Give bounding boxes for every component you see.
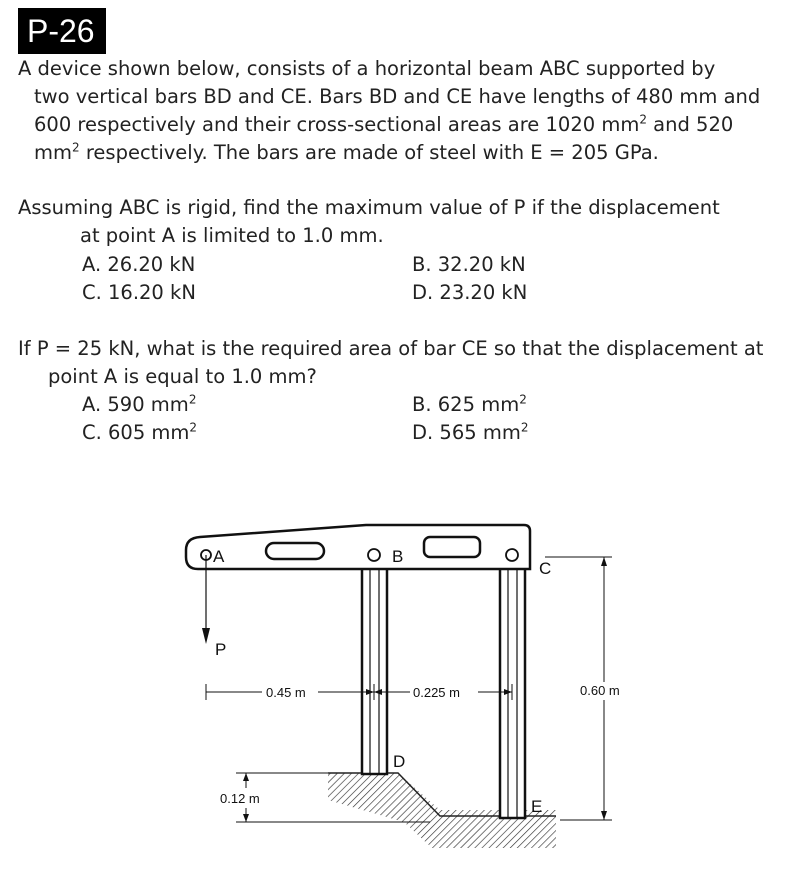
q1-line-2: at point A is limited to 1.0 mm. (80, 224, 384, 247)
dim-bc-label: 0.225 m (413, 685, 460, 700)
q1-choice-b: B. 32.20 kN (412, 253, 526, 276)
q2-line-1: If P = 25 kN, what is the required area of bar CE so that the displacement at (18, 337, 764, 360)
label-c: C (539, 559, 552, 578)
q1-choice-d: D. 23.20 kN (412, 281, 528, 304)
q2-choice-d: D. 565 $mm^2$ (412, 420, 529, 444)
q2-choice-b: B. 625 $mm^2$ (412, 392, 527, 416)
pin-b-icon (368, 549, 380, 561)
dim-height-label: 0.60 m (580, 683, 620, 698)
q1-choice-c: C. 16.20 kN (82, 281, 196, 304)
beam-slot-right (424, 537, 480, 557)
intro-line-4: $mm^2$ respectively. The bars are made of steel with E = 205 GPa. (34, 140, 659, 164)
label-e: E (531, 797, 543, 816)
dim-ab-label: 0.45 m (266, 685, 306, 700)
q2-choice-c: C. 605 $mm^2$ (82, 420, 198, 444)
label-p: P (215, 640, 227, 659)
label-d: D (393, 752, 406, 771)
intro-line-3: 600 respectively and their cross-sectional areas are 1020 $mm^2$ and 520 (34, 112, 734, 136)
intro-line-1: A device shown below, consists of a horizontal beam ABC supported by (18, 57, 716, 80)
q2-line-2: point A is equal to 1.0 mm? (48, 365, 317, 388)
beam-slot-left (266, 543, 324, 559)
bar-bd (362, 560, 387, 774)
q1-choice-a: A. 26.20 kN (82, 253, 196, 276)
q2-choice-a: A. 590 $mm^2$ (82, 392, 197, 416)
label-a: A (213, 547, 225, 566)
dim-step-label: 0.12 m (220, 791, 260, 806)
label-b: B (392, 547, 404, 566)
problem-id-badge: P-26 (18, 8, 106, 54)
q1-line-1: Assuming ABC is rigid, find the maximum value of P if the displacement (18, 196, 720, 219)
intro-line-2: two vertical bars BD and CE. Bars BD and CE have lengths of 480 mm and (34, 85, 761, 108)
load-arrow-icon (202, 628, 210, 644)
pin-c-icon (506, 549, 518, 561)
